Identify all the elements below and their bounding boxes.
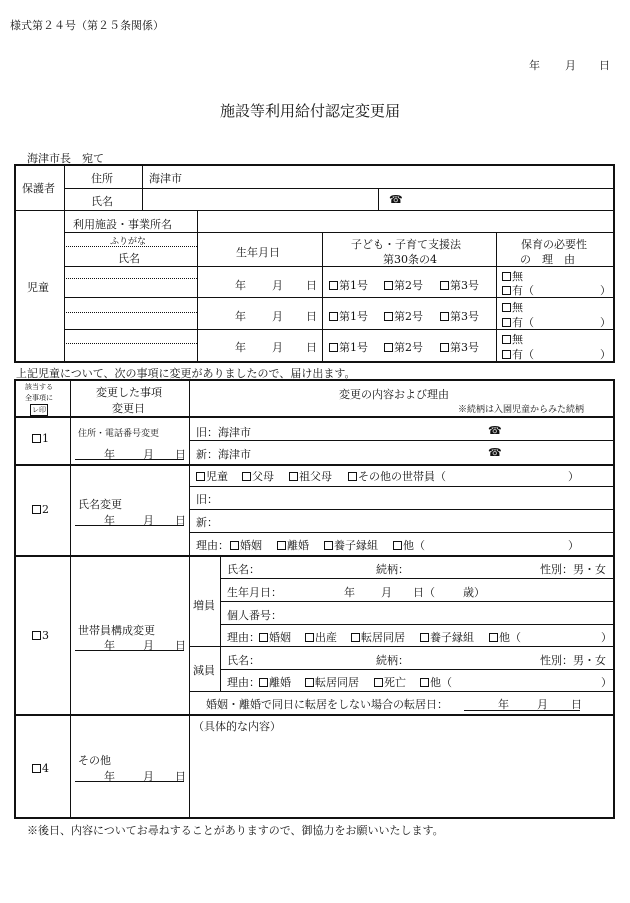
- phone-icon: ☎: [389, 193, 403, 206]
- class1-checkbox[interactable]: 第1号: [329, 277, 368, 293]
- addressee: 海津市長 宛て: [27, 152, 104, 165]
- child-furigana-field[interactable]: [67, 331, 195, 342]
- dec-reason-move-checkbox[interactable]: 転居同居: [305, 674, 359, 690]
- dec-sex-label[interactable]: 性別：男・女: [540, 654, 606, 667]
- child-furigana-field[interactable]: [67, 268, 195, 277]
- member-parent-checkbox[interactable]: 父母: [242, 468, 274, 484]
- increase-label: 増員: [193, 599, 215, 612]
- item1-old-address[interactable]: 旧：海津市: [196, 426, 251, 439]
- necessity-none-checkbox[interactable]: 無: [502, 299, 523, 315]
- dec-relation-label[interactable]: 続柄：: [376, 654, 409, 667]
- child-furigana-field[interactable]: [67, 300, 195, 311]
- necessity-none-checkbox[interactable]: 無: [502, 268, 523, 284]
- class1-checkbox[interactable]: 第1号: [329, 308, 368, 324]
- inc-birth-year: 年: [344, 586, 355, 599]
- reason-divorce-checkbox[interactable]: 離婚: [277, 537, 309, 553]
- inc-reason-adoption-checkbox[interactable]: 養子縁組: [420, 629, 474, 645]
- class2-checkbox[interactable]: 第2号: [384, 339, 423, 355]
- move-date-note: 婚姻・離婚で同日に転居をしない場合の転居日：: [206, 698, 448, 711]
- item3-day: 日: [175, 639, 186, 652]
- item2-new-name[interactable]: 新：: [196, 516, 218, 529]
- inc-reason-other-checkbox[interactable]: 他（: [489, 629, 521, 645]
- member-other-checkbox[interactable]: その他の世帯員（: [348, 468, 446, 484]
- guardian-address-field[interactable]: 海津市: [149, 172, 182, 185]
- item1-label: 住所・電話番号変更: [78, 429, 160, 439]
- dec-reason-death-checkbox[interactable]: 死亡: [374, 674, 406, 690]
- inc-birth-day: 日（: [413, 586, 435, 599]
- item1-new-address[interactable]: 新：海津市: [196, 448, 251, 461]
- dec-reason-label: 理由：: [227, 676, 260, 689]
- guardian-name-field[interactable]: [145, 191, 375, 207]
- birth-month-label: 月: [272, 279, 283, 292]
- footer-note: ※後日、内容についてお尋ねすることがありますので、御協力をお願いいたします。: [27, 824, 444, 837]
- check-col-header-3: レ印: [32, 406, 46, 414]
- item2-year: 年: [104, 514, 115, 527]
- content-col-header: 変更の内容および理由: [339, 388, 449, 401]
- item4-day: 日: [175, 770, 186, 783]
- class1-checkbox[interactable]: 第1号: [329, 339, 368, 355]
- class3-checkbox[interactable]: 第3号: [440, 277, 479, 293]
- birth-year-label: 年: [235, 279, 246, 292]
- item2-label: 氏名変更: [78, 498, 122, 511]
- birth-month-label: 月: [272, 310, 283, 323]
- inc-reason-move-checkbox[interactable]: 転居同居: [351, 629, 405, 645]
- move-month: 月: [537, 698, 548, 711]
- support-law-header-1: 子ども・子育て支援法: [351, 238, 461, 251]
- dec-reason-divorce-checkbox[interactable]: 離婚: [259, 674, 291, 690]
- birth-day-label: 日: [306, 341, 317, 354]
- inc-sex-label[interactable]: 性別：男・女: [540, 563, 606, 576]
- child-name-field[interactable]: [67, 281, 195, 295]
- item2-old-name[interactable]: 旧：: [196, 493, 218, 506]
- item-col-header-2: 変更日: [112, 402, 145, 415]
- item3-month: 月: [143, 639, 154, 652]
- inc-age: 歳）: [463, 586, 485, 599]
- date-day-label: 日: [599, 59, 610, 72]
- inc-name-label[interactable]: 氏名：: [227, 563, 260, 576]
- child-name-field[interactable]: [67, 314, 195, 328]
- birth-date-header: 生年月日: [236, 246, 280, 259]
- item1-checkbox[interactable]: 1: [32, 432, 49, 445]
- form-number: 様式第２４号（第２５条関係）: [10, 19, 164, 32]
- phone-icon: ☎: [488, 424, 502, 437]
- necessity-header-2: の 理 由: [520, 253, 575, 266]
- dec-name-label[interactable]: 氏名：: [227, 654, 260, 667]
- paren-close: ）: [600, 284, 611, 297]
- item4-month: 月: [143, 770, 154, 783]
- birth-month-label: 月: [272, 341, 283, 354]
- inc-mynumber-label[interactable]: 個人番号：: [227, 609, 282, 622]
- class3-checkbox[interactable]: 第3号: [440, 339, 479, 355]
- date-year-label: 年: [529, 59, 540, 72]
- birth-day-label: 日: [306, 310, 317, 323]
- child-section-label: 児童: [27, 281, 49, 294]
- necessity-none-checkbox[interactable]: 無: [502, 331, 523, 347]
- item2-month: 月: [143, 514, 154, 527]
- paren-close: ）: [600, 348, 611, 361]
- facility-label: 利用施設・事業所名: [73, 218, 172, 231]
- inc-reason-marriage-checkbox[interactable]: 婚姻: [259, 629, 291, 645]
- item2-checkbox[interactable]: 2: [32, 503, 49, 516]
- child-name-label: 氏名: [118, 252, 140, 265]
- inc-relation-label[interactable]: 続柄：: [376, 563, 409, 576]
- inc-birth-label[interactable]: 生年月日：: [227, 586, 282, 599]
- paren-close: ）: [568, 539, 579, 552]
- dec-reason-other-checkbox[interactable]: 他（: [420, 674, 452, 690]
- necessity-yes-checkbox[interactable]: 有（: [502, 346, 534, 362]
- inc-reason-birth-checkbox[interactable]: 出産: [305, 629, 337, 645]
- item1-month: 月: [143, 448, 154, 461]
- item4-label: その他: [78, 754, 111, 767]
- move-year: 年: [498, 698, 509, 711]
- paren-close: ）: [601, 676, 612, 689]
- class3-checkbox[interactable]: 第3号: [440, 308, 479, 324]
- facility-name-field[interactable]: [200, 214, 610, 230]
- furigana-label: ふりがな: [110, 237, 147, 247]
- reason-marriage-checkbox[interactable]: 婚姻: [230, 537, 262, 553]
- reason-other-checkbox[interactable]: 他（: [393, 537, 425, 553]
- paren-close: ）: [600, 316, 611, 329]
- item2-reason-label: 理由：: [196, 539, 229, 552]
- page-title: 施設等利用給付認定変更届: [220, 102, 401, 120]
- item3-year: 年: [104, 639, 115, 652]
- item-col-header-1: 変更した事項: [96, 386, 162, 399]
- paren-close: ）: [568, 470, 579, 483]
- item4-year: 年: [104, 770, 115, 783]
- necessity-yes-checkbox[interactable]: 有（: [502, 282, 534, 298]
- inc-reason-label: 理由：: [227, 631, 260, 644]
- guardian-name-label: 氏名: [91, 195, 113, 208]
- decrease-label: 減員: [193, 664, 215, 677]
- class2-checkbox[interactable]: 第2号: [384, 308, 423, 324]
- item2-day: 日: [175, 514, 186, 527]
- notice-text: 上記児童について、次の事項に変更がありましたので、届け出ます。: [16, 367, 356, 380]
- birth-day-label: 日: [306, 279, 317, 292]
- necessity-yes-checkbox[interactable]: 有（: [502, 314, 534, 330]
- item4-detail-field[interactable]: （具体的な内容）: [193, 720, 281, 733]
- reason-adoption-checkbox[interactable]: 養子縁組: [324, 537, 378, 553]
- paren-close: ）: [601, 631, 612, 644]
- guardian-section-label: 保護者: [22, 182, 55, 195]
- inc-birth-month: 月: [381, 586, 392, 599]
- guardian-address-label: 住所: [91, 172, 113, 185]
- item3-label: 世帯員構成変更: [78, 624, 155, 637]
- item1-year: 年: [104, 448, 115, 461]
- class2-checkbox[interactable]: 第2号: [384, 277, 423, 293]
- move-day: 日: [571, 698, 582, 711]
- relation-note: ※続柄は入園児童からみた続柄: [458, 405, 585, 415]
- check-col-header-2: 全事項に: [25, 394, 53, 402]
- member-child-checkbox[interactable]: 児童: [196, 468, 228, 484]
- member-grandparent-checkbox[interactable]: 祖父母: [289, 468, 332, 484]
- guardian-phone-field[interactable]: [400, 191, 610, 207]
- item4-checkbox[interactable]: 4: [32, 762, 49, 775]
- item1-day: 日: [175, 448, 186, 461]
- child-name-field[interactable]: [67, 345, 195, 360]
- birth-year-label: 年: [235, 310, 246, 323]
- necessity-header-1: 保育の必要性: [521, 238, 587, 251]
- date-month-label: 月: [565, 59, 576, 72]
- birth-year-label: 年: [235, 341, 246, 354]
- item3-checkbox[interactable]: 3: [32, 629, 49, 642]
- support-law-header-2: 第30条の4: [383, 253, 437, 266]
- check-col-header-1: 該当する: [25, 383, 53, 391]
- phone-icon: ☎: [488, 446, 502, 459]
